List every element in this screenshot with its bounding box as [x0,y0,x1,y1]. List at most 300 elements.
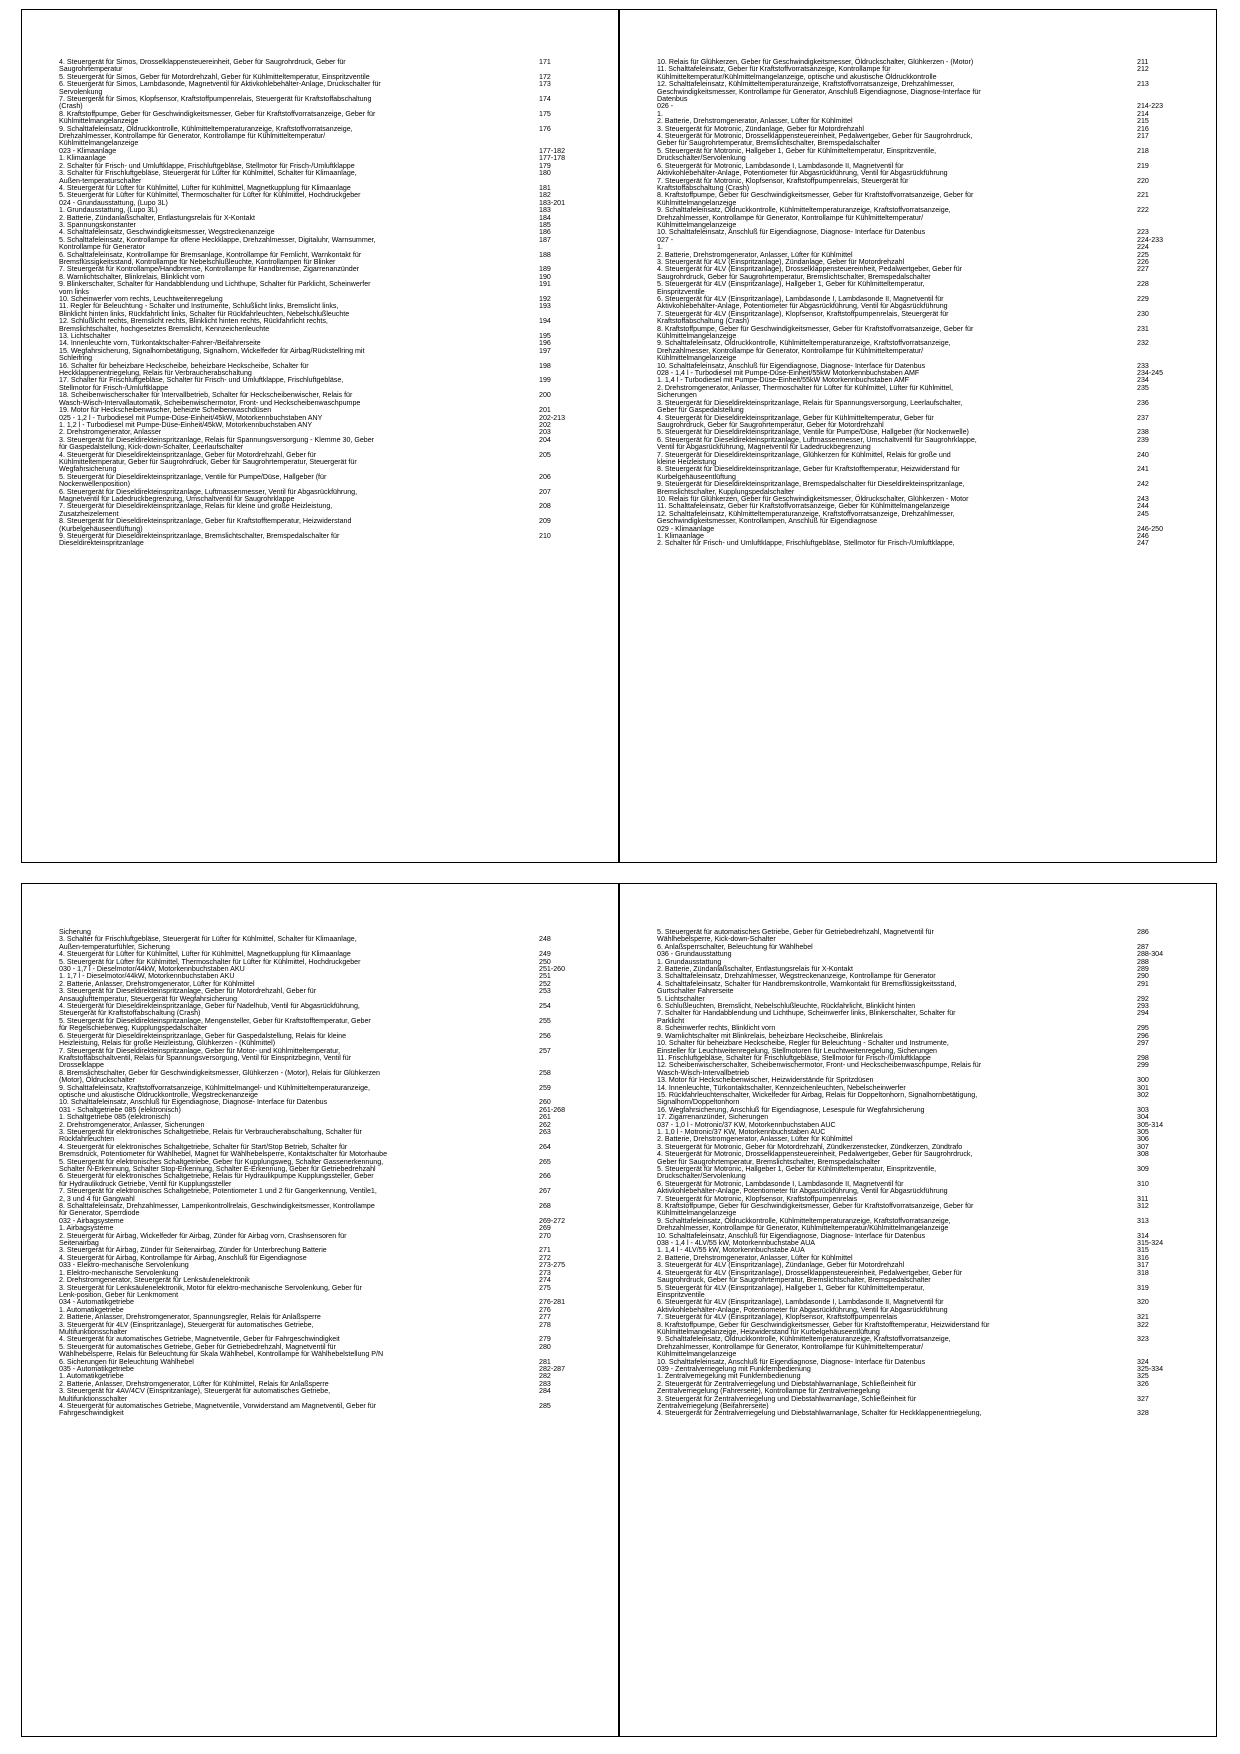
toc-entry-page: 309 [1137,1165,1149,1173]
toc-entry-title: 8. Kraftstoffpumpe, Geber für Geschwindigkeitsmesser, Geber für Kraftstoffvorratsanzeige, Geber für [657,191,974,200]
toc-entry-title: 7. Steuergerät für 4LV (Einspritzanlage), Klopfsensor, Kraftstoffpumpenrelais [657,1313,898,1322]
toc-entry-page: 257 [539,1046,551,1055]
toc-entry-title: 2, 3 und 4 für Gangwahl [59,1194,135,1203]
toc-entry-title: 5. Schalttafeleinsatz, Kontrollampe für offene Heckklappe, Drehzahlmesser, Digitaluhr, Warnsummer, [59,235,376,244]
toc-entry-title: 4. Steuergerät für Dieseldirekteinspritzanlage, Geber für Motordrehzahl, Geber für [59,450,317,459]
toc-entry [59,348,584,355]
toc-entry-page: 193 [539,302,551,311]
toc-entry-title: 10. Schalter für beheizbare Heckscheibe, Regler für Beleuchtung - Schalter und Instrumente, [657,1039,949,1048]
toc-entry-page: 198 [539,361,551,370]
toc-entry-title: für Generator, Sperrdiode [59,1209,140,1218]
toc-entry-title: 7. Steuergerät für Dieseldirekteinspritzanlage, Glühkerzen für Kühlmittel, Relais für große und [657,450,951,459]
toc-entry [657,1285,1182,1292]
toc-entry [59,1218,584,1225]
toc-entry-title: 4. Steuergerät für Airbag, Kontrollampe für Airbag, Anschluß für Eigendiagnose [59,1253,307,1262]
toc-entry-page: 305 [1137,1127,1149,1136]
toc-entry-page: 280 [539,1342,551,1351]
toc-entry-title: Kurbelgehäuseentlüftung [657,472,736,481]
toc-entry [59,281,584,288]
toc-entry-title: 3. Schalter für Frischluftgebläse, Steuergerät für Lüfter für Kühlmittel, Schalter für Klimaanlage, [59,935,357,944]
toc-entry-title: 9. Blinkerschalter, Schalter für Handabblendung und Lichthupe, Schalter für Parklicht, Scheinwerfer [59,280,371,289]
toc-entry-title: 7. Steuergerät für 4LV (Einspritzanlage), Klopfsensor, Kraftstoffpumpenrelais, Steuergerät für [657,309,949,318]
toc-entry-title: 3. Steuergerät für elektronisches Schaltgetriebe, Relais für Verbraucherabschaltung, Schalter für [59,1127,362,1136]
toc-entry-page: 177-178 [539,154,566,163]
toc-entry-title: 12. Schlußlicht rechts, Bremslicht rechts, Blinklicht hinten rechts, Rückfahrlicht rechts, [59,317,328,326]
toc-entry-title: 3. Steuergerät für Dieseldirekteinspritzanlage, Geber für Motordrehzahl, Geber für [59,987,317,996]
toc-entry-page: 276-281 [539,1298,566,1307]
toc-entry-title: 5. Steuergerät für Motronic, Hallgeber 1, Geber für Kühlmitteltemperatur, Einspritzventile, [657,1165,937,1173]
toc-entry-title: 1. Grundausstattung [657,957,722,966]
toc-entry-page: 261 [539,1113,551,1122]
toc-entry-title: 2. Batterie, Zündanlaßschalter, Entlastungsrelais für X-Kontakt [657,965,853,974]
toc-entry-title: für Gaspedalstellung, Kick-down-Schalter, Leerlaufschalter [59,443,244,452]
toc-entry-page: 320 [1137,1298,1149,1307]
toc-entry-title: 4. Schalttafeleinsatz, Schalter für Handbremskontrolle, Warnkontakt für Bremsflüssigkeitsstand, [657,979,957,988]
toc-entry-page: 284 [539,1387,551,1396]
toc-entry-page: 316 [1137,1253,1149,1262]
toc-entry [59,1210,584,1217]
toc-entry-title: 1. Zentralverriegelung mit Funkfernbedienung [657,1372,801,1381]
toc-entry-page: 218 [1137,146,1149,155]
toc-entry-title: Sicherungen [657,391,697,400]
toc-entry-page: 176 [539,124,551,133]
toc-entry-page: 211 [1137,58,1149,66]
toc-entry-page: 279 [539,1335,551,1344]
toc-entry-title: 034 - Automatikgetriebe [59,1298,134,1307]
toc-entry-page: 250 [539,957,551,966]
toc-entry-title: 5. Lichtschalter [657,994,705,1003]
toc-entry-page: 229 [1137,295,1149,303]
toc-entry-title: Geschwindigkeitsmesser, Kontrollampe für Generator, Anschluß Eigendiagnose, Diagnose-Interface für [657,87,981,96]
toc-entry [59,1322,584,1329]
toc-entry-title: 8. Kraftstoffpumpe, Geber für Geschwindigkeitsmesser, Geber für Kraftstoffvorratsanzeige, Geber für [657,1202,974,1211]
toc-entry-title: 7. Steuergerät für Kontrollampe/Handbremse, Kontrollampe für Handbremse, Zigarrenanzünder [59,265,360,274]
toc-entry-page: 246-250 [1137,524,1164,533]
toc-entry-page: 325-334 [1137,1364,1164,1373]
toc-entry-page: 224 [1137,243,1149,252]
toc-entry-title: vorn links [59,287,89,296]
toc-entry-page: 179 [539,161,551,170]
toc-entry-title: 4. Steuergerät für Simos, Drosselklappensteuereinheit, Geber für Saugrohrdruck, Geber für [59,58,346,66]
toc-entry-title: 4. Steuergerät für Dieseldirekteinspritzanlage, Geber für Nadelhub, Ventil für Abgasrückführung, [59,1002,360,1011]
toc-entry-page: 220 [1137,176,1149,185]
toc-entry-page: 315 [1137,1246,1149,1255]
toc-entry-title: 4. Steuergerät für Lüfter für Kühlmittel, Lüfter für Kühlmittel, Magnetkupplung für Klimaanlage [59,183,351,192]
toc-entry [59,81,584,88]
toc-entry-title: Drehzahlmesser, Kontrollampe für Generator, Kontrollampe für Kühlmitteltemperatur/ [657,213,924,222]
toc-entry-title: 10. Relais für Glühkerzen, Geber für Geschwindigkeitsmesser, Öldruckschalter, Glühkerzen - (Motor) [657,58,974,66]
toc-entry-title: 9. Schalttafeleinsatz, Öldruckkontrolle, Kühlmitteltemperaturanzeige, Kraftstoffvorratsanzeige, [657,1216,951,1225]
toc-entry-page: 260 [539,1098,551,1107]
toc-entry-title: 6. Steuergerät für Dieseldirekteinspritzanlage, Luftmassenmesser, Umschaltventil für Saugrohrklappe, [657,435,977,444]
toc-entry-title: Datenbus [657,95,688,104]
toc-entry-title: 4. Steuergerät für Dieseldirekteinspritzanlage, Geber für Kühlmitteltemperatur, Geber für [657,413,934,422]
toc-entry-page: 183-201 [539,198,566,207]
toc-entry-title: 10. Schalttafeleinsatz, Anschluß für Eigendiagnose, Diagnose- Interface für Datenbus [59,1098,328,1107]
toc-entry-title: (Crash) [59,102,83,111]
toc-entry-page: 227 [1137,265,1149,274]
toc-entry-page: 324 [1137,1357,1149,1366]
toc-entry-title: 1. 1,4 l - 4LV/55 kW, Motorkennbuchstabe AUA [657,1246,805,1255]
toc-entry-page: 264 [539,1142,551,1151]
toc-entry-page: 274 [539,1276,551,1285]
toc-entry-title: Heizleistung, Relais für große Heizleistung, Glühkerzen - (Kühlmittel) [59,1039,276,1048]
toc-entry-title: 2. Batterie, Drehstromgenerator, Anlasser, Lüfter für Kühlmittel [657,250,853,259]
toc-entry-title: 8. Kraftstoffpumpe, Geber für Geschwindigkeitsmesser, Geber für Kraftstofftemperatur, Heizwiderstand für [657,1320,990,1329]
toc-entry-page: 328 [1137,1409,1149,1418]
toc-entry-title: 9. Schalttafeleinsatz, Öldruckkontrolle, Kühlmitteltemperaturanzeige, Kraftstoffvorratsanzeige, [657,206,951,215]
toc-entry-title: 1. Grundausstattung, (Lupo 3L) [59,206,158,215]
toc-entry-page: 299 [1137,1061,1149,1070]
toc-entry-title: 3. Steuergerät für 4LV (Einspritzanlage), Zündanlage, Geber für Motordrehzahl [657,257,905,266]
toc-entry-title: Saugrohrdruck, Geber für Saugrohrtemperatur, Bremslichtschalter, Bremspedalschalter [657,272,931,281]
toc-entry-page: 310 [1137,1179,1149,1188]
toc-entry-page: 212 [1137,65,1149,74]
toc-entry-page: 207 [539,487,551,496]
toc-entry-title: Kraftstoffabschaltung (Crash) [657,317,750,326]
toc-entry-title: 5. Steuergerät für 4LV (Einspritzanlage), Hallgeber 1, Geber für Kühlmitteltemperatur, [657,1283,925,1292]
toc-entry-title: 7. Steuergerät für Dieseldirekteinspritzanlage, Geber für Motor- und Kühlmitteltemperatur, [59,1046,341,1055]
toc-entry-title: 7. Steuergerät für Motronic, Klopfsensor, Kraftstoffpumpenrelais, Steuergerät für [657,176,909,185]
toc-entry-page: 283 [539,1379,551,1388]
toc-entry-page: 294 [1137,1009,1149,1018]
toc-entry-page: 298 [1137,1053,1149,1062]
toc-entry-page: 230 [1137,309,1149,318]
toc-entry-page: 301 [1137,1083,1149,1092]
toc-entry-page: 304 [1137,1113,1149,1122]
toc-entry-title: 5. Steuergerät für Dieseldirekteinspritzanlage, Ventile für Pumpe/Düse, Hallgeber (für [59,472,327,481]
toc-entry-title: 5. Steuergerät für Simos, Geber für Motordrehzahl, Geber für Kühlmitteltemperatur, Einspritzventile [59,72,370,81]
toc-entry-page: 259 [539,1083,551,1092]
toc-entry-title: 036 - Grundausstattung [657,950,732,959]
toc-entry-title: 18. Scheibenwischerschalter für Intervallbetrieb, Schalter für Heckscheibenwischer, Relais für [59,391,353,400]
toc-entry-page: 312 [1137,1202,1149,1211]
toc-entry-page: 184 [539,213,551,222]
toc-entry-page: 200 [539,391,551,400]
toc-entry-page: 262 [539,1120,551,1129]
toc-entry-title: 1. 1,0 l - Motronic/37 KW, Motorkennbuchstaben AUC [657,1127,826,1136]
toc-entry-title: 9. Steuergerät für Dieseldirekteinspritzanlage, Bremspedalschalter für Dieseldirekteinspritzanlage, [657,480,965,489]
toc-entry [59,1359,584,1366]
toc-entry-title: Rückfahrleuchten [59,1135,115,1144]
toc-entry-page: 181 [539,183,551,192]
toc-entry [59,1292,584,1299]
toc-entry-title: 6. Steuergerät für elektronisches Schaltgetriebe, Relais für Hydraulikpumpe Kupplungssteller, Geber [59,1172,374,1181]
toc-entry [657,96,1182,103]
toc-entry-page: 246 [1137,532,1149,540]
toc-entry [657,518,1182,525]
toc-entry-title: Saugrohrtemperatur [59,65,123,74]
toc-entry-page: 313 [1137,1216,1149,1225]
toc-entry-page: 219 [1137,161,1149,170]
toc-entry-title: 8. Bremslichtschalter, Geber für Geschwindigkeitsmesser, Glühkerzen - (Motor), Relais für Glühkerzen [59,1068,380,1077]
toc-entry-page: 251 [539,972,551,981]
toc-entry-title: 9. Warnlichtschalter mit Blinkrelais, beheizbare Heckscheibe, Blinkrelais [657,1031,883,1040]
toc-entry-title: 9. Schalttafeleinsatz, Öldruckkontrolle, Kühlmitteltemperaturanzeige, Kraftstoffvorratsanzeige, [59,124,353,133]
toc-entry-title: 3. Steuergerät für Dieseldirekteinspritzanlage, Relais für Spannungsversorgung - Klemme 30, Geber [59,435,375,444]
toc-entry [59,1410,584,1417]
toc-entry-title: 5. Steuergerät für Lüfter für Kühlmittel, Thermoschalter für Lüfter für Kühlmittel, Hochdruckgeber [59,957,361,966]
toc-entry-title: Saugrohrdruck, Geber für Saugrohrtemperatur, Bremslichtschalter, Bremspedalschalter [657,1276,931,1285]
toc-entry [59,1388,584,1395]
toc-entry-page: 297 [1137,1039,1149,1048]
toc-entry-title: 4. Steuergerät für elektronisches Schaltgetriebe, Schalter für Start/Stop Betrieb, Schalter für [59,1142,348,1151]
toc-entry-title: 1. Schaltgetriebe 085 (elektronisch) [59,1113,171,1122]
toc-entry-page: 317 [1137,1261,1149,1270]
toc-entry-page: 172 [539,72,551,81]
toc-entry-title: 2. Batterie, Drehstromgenerator, Anlasser, Lüfter für Kühlmittel [657,1135,853,1144]
toc-entry-page: 307 [1137,1142,1149,1151]
toc-entry-title: Außen-temperaturfühler, Sicherung [59,942,170,951]
toc-entry-page: 214 [1137,109,1149,118]
toc-entry-title: 5. Steuergerät für Dieseldirekteinspritzanlage, Mengensteller, Geber für Kraftstofftemperatur, Geber [59,1016,371,1025]
toc-entry-page: 308 [1137,1150,1149,1159]
toc-entry-title: 7. Steuergerät für Simos, Klopfsensor, Kraftstoffpumpenrelais, Steuergerät für Kraftstoffabschaltung [59,95,372,104]
toc-entry-title: 4. Steuergerät für 4LV (Einspritzanlage), Drosselklappensteuereinheit, Pedalwertgeber, Geber für [657,1268,963,1277]
toc-entry-title: 023 - Klimaanlage [59,146,117,155]
toc-entry-title: Kühlmittelmangelanzeige [657,1350,737,1359]
toc-entry [657,452,1182,459]
toc-entry-title: 038 - 1,4 l - 4LV/55 kW, Motorkennbuchstabe AUA [657,1239,815,1248]
page-4 [619,883,1217,1737]
toc-entry-title: 4. Steuergerät für Zentralverriegelung und Diebstahlwarnanlage, Schalter für Heckklappenentriegelung, [657,1409,982,1418]
toc-entry-title: 6. Schalttafeleinsatz, Kontrollampe für Bremsanlage, Kontrollampe für Fernlicht, Warnkontakt für [59,250,362,259]
toc-entry-title: 2. Batterie, Zündanlaßschalter, Entlastungsrelais für X-Kontakt [59,213,255,222]
toc-entry-title: für Regelschieberweg, Kupplungspedalschalter [59,1024,208,1033]
toc-entry-page: 196 [539,339,551,348]
toc-entry-title: 3. Steuergerät für Dieseldirekteinspritzanlage, Relais für Spannungsversorgung, Leerlaufschalter, [657,398,963,407]
toc-entry-page: 175 [539,109,551,118]
toc-entry-title: 1. 1,7 l - Dieselmotor/44kW, Motorkennbuchstaben AKU [59,972,235,981]
toc-entry-title: 039 - Zentralverriegelung mit Funkfernbedienung [657,1364,811,1373]
toc-entry [59,1366,584,1373]
toc-entry [59,1129,584,1136]
toc-entry-title: Drehzahlmesser, Kontrollampe für Generator, Kontrollampe für Kühlmitteltemperatur/ [657,346,924,355]
toc-entry [59,1055,584,1062]
toc-entry-title: 3. Steuergerät für Zentralverriegelung und Diebstahlwarnanlage, Schließeinheit für [657,1394,917,1403]
toc-entry-title: Geber für Saugrohrtemperatur, Bremslichtschalter, Bremspedalschalter [657,1157,881,1166]
toc-entry-title: Kühlmittelmangelanzeige [657,1209,737,1218]
toc-entry-page: 232 [1137,339,1149,348]
toc-entry-title: 2. Drehstromgenerator, Anlasser, Thermoschalter für Lüfter für Kühlmittel, Lüfter für Kühlmittel, [657,383,953,392]
toc-entry-title: 2. Batterie, Drehstromgenerator, Anlasser, Lüfter für Kühlmittel [657,1253,853,1262]
toc-entry-title: 3. Steuergerät für Lenksäulenelektronik, Motor für elektro-mechanische Servolenkung, Geber für [59,1283,362,1292]
toc-entry-title: Geschwindigkeitsmesser, Kontrollampen, Anschluß für Eigendiagnose [657,517,878,526]
toc-entry-title: 10. Scheinwerfer vorn rechts, Leuchtweitenregelung [59,295,223,303]
toc-list [657,929,1182,1418]
toc-entry-title: Zusatzheizelement [59,509,119,518]
toc-entry-title: 6. Steuergerät für Simos, Lambdasonde, Magnetventil für Aktivkohlebehälter-Anlage, Druckschalter für [59,80,381,89]
toc-entry-page: 224-233 [1137,235,1164,244]
toc-entry-page: 174 [539,95,551,104]
toc-entry-title: Parklicht [657,1016,685,1025]
toc-entry-title: 8. Steuergerät für Dieseldirekteinspritzanlage, Geber für Kraftstofftemperatur, Heizwiderstand [59,517,352,526]
toc-entry-title: 10. Relais für Glühkerzen, Geber für Geschwindigkeitsmesser, Öldruckschalter, Glühkerzen - Motor [657,494,969,503]
toc-entry-page: 188 [539,250,551,259]
toc-entry-page: 248 [539,935,551,944]
toc-entry-title: 13. Motor für Heckscheibenwischer, Heizwiderstände für Spritzdüsen [657,1076,874,1085]
toc-entry-title: kleine Heizleistung [657,457,717,466]
toc-entry-title: Aktivkohlebehälter-Anlage, Potentiometer für Abgasrückführung, Ventil für Abgasrückführung [657,302,948,311]
toc-entry [657,385,1182,392]
toc-entry-page: 275 [539,1283,551,1292]
toc-entry-title: 11. Frischluftgebläse, Schalter für Frischluftgebläse, Stellmotor für Frisch-/Umluftklappe [657,1053,931,1062]
toc-entry-title: Saugrohrdruck, Geber für Saugrohrtemperatur, Geber für Motordrehzahl [657,420,884,429]
toc-entry-page: 296 [1137,1031,1149,1040]
toc-entry-page: 326 [1137,1379,1149,1388]
toc-entry-title: 8. Kraftstoffpumpe, Geber für Geschwindigkeitsmesser, Geber für Kraftstoffvorratsanzeige, Geber für [59,109,376,118]
toc-entry-title: 8. Schalttafeleinsatz, Drehzahlmesser, Lampenkontrollrelais, Geschwindigkeitsmesser, Kontrollampe [59,1202,375,1211]
toc-entry-title: 13. Lichtschalter [59,332,111,341]
toc-entry-title: 5. Steuergerät für automatisches Getriebe, Geber für Getriebedrehzahl, Magnetventil für [59,1342,336,1351]
toc-entry-title: Aktivkohlebehälter-Anlage, Potentiometer für Abgasrückführung, Ventil für Abgasrückführung [657,1305,948,1314]
toc-entry-title: 11. Schalttafeleinsatz, Geber für Kraftstoffvorratsanzeige, Geber für Kühlmittelmangelanzeige [657,502,950,511]
toc-entry-title: 4. Steuergerät für Motronic, Drosselklappensteuereinheit, Pedalwertgeber, Geber für Saugrohrdruck, [657,132,973,141]
toc-entry-page: 202 [539,420,551,429]
toc-entry-page: 277 [539,1313,551,1322]
toc-entry-title: 5. Steuergerät für Dieseldirekteinspritzanlage, Ventile für Pumpe/Düse, Hallgeber (für Nockenwelle) [657,428,969,437]
toc-entry-page: 197 [539,346,551,355]
toc-entry-page: 292 [1137,994,1149,1003]
toc-entry [59,96,584,103]
toc-entry-page: 302 [1137,1090,1149,1099]
toc-entry [657,237,1182,244]
toc-entry-title: 12. Schalttafeleinsatz, Kühlmitteltemperaturanzeige, Kraftstoffvorratsanzeige, Drehzahlmesser, [657,80,955,89]
toc-entry-title: 027 - [657,235,674,244]
page-3 [21,883,619,1737]
toc-entry-title: 11. Regler für Beleuchtung - Schalter und Instrumente, Schlußlicht links, Bremslicht links, [59,302,339,311]
toc-entry [657,981,1182,988]
toc-entry-page: 183 [539,206,551,215]
toc-entry-page: 276 [539,1305,551,1314]
toc-entry [59,503,584,510]
toc-entry-page: 171 [539,58,551,66]
toc-entry-page: 251-260 [539,965,566,974]
toc-entry-title: für Hydraulikdruck Getriebe, Ventil für Kupplungssteller [59,1179,232,1188]
toc-entry-page: 189 [539,265,551,274]
toc-entry-page: 225 [1137,250,1149,259]
toc-entry-title: 025 - 1,2 l - Turbodiesel mit Pumpe-Düse-Einheit/45kW, Motorkennbuchstaben ANY [59,413,323,422]
toc-entry-page: 252 [539,979,551,988]
toc-entry-page: 214-223 [1137,102,1164,111]
toc-entry-title: 5. Steuergerät für 4LV (Einspritzanlage), Hallgeber 1, Geber für Kühlmitteltemperatur, [657,280,925,289]
toc-entry-title: 2. Batterie, Anlasser, Drehstromgenerator, Lüfter für Kühlmittel [59,979,255,988]
toc-entry-page: 202-213 [539,413,566,422]
toc-entry-title: 4. Steuergerät für Motronic, Drosselklappensteuereinheit, Pedalwertgeber, Geber für Saugrohrdruck, [657,1150,973,1159]
toc-entry-title: Zentralverriegelung (Beifahrerseite) [657,1402,769,1410]
toc-entry-title: Stellmotor für Frisch-/Umluftklappe [59,383,169,392]
toc-entry-title: 1. [657,243,663,252]
toc-entry-page: 240 [1137,450,1149,459]
toc-entry-title: Bremslichtschalter, hochgesetztes Bremslicht, Kennzeichenleuchte [59,324,270,333]
toc-entry-page: 182 [539,191,551,200]
toc-entry-title: 7. Steuergerät für elektronisches Schaltgetriebe, Potentiometer 1 und 2 für Gangerkennung, Ventile1, [59,1187,377,1196]
toc-list [59,929,584,1418]
toc-entry-title: 4. Steuergerät für automatisches Getriebe, Magnetventile, Geber für Fahrgeschwindigkeit [59,1335,340,1344]
toc-entry-title: Aktivkohlebehälter-Anlage, Potentiometer für Abgasrückführung, Ventil für Abgasrückführung [657,169,948,178]
toc-entry-page: 215 [1137,117,1149,126]
toc-entry-page: 311 [1137,1194,1149,1203]
toc-entry-title: 028 - 1,4 l - Turbodiesel mit Pumpe-Düse-Einheit/55kW Motorkennbuchstaben AMF [657,369,920,378]
toc-entry-title: Geber für Saugrohrtemperatur, Bremslichtschalter, Bremspedalschalter [657,139,881,148]
toc-entry-title: Zentralverriegelung (Fahrerseite), Kontrollampe für Zentralverriegelung [657,1387,880,1396]
toc-entry-page: 263 [539,1127,551,1136]
toc-entry-title: 2. Drehstromgenerator, Anlasser, Sicherungen [59,1120,205,1129]
toc-entry-page: 285 [539,1402,551,1410]
toc-entry-title: 1. [657,109,663,118]
toc-entry-title: Geber für Gaspedalstellung [657,406,744,415]
toc-entry-page: 289 [1137,965,1149,974]
toc-entry-title: Wählhebelsperre, Relais für Beleuchtung für Skala Wählhebel, Kontrollampe für Wählhebelstellung P/N [59,1350,384,1359]
toc-entry-title: Heckklappenentriegelung, Relais für Verbraucherabschaltung [59,369,252,378]
toc-entry-title: 031 - Schaltgetriebe 085 (elektronisch) [59,1105,181,1114]
toc-entry-title: Kühlmittelmangelanzeige [59,139,139,148]
toc-entry-title: 3. Steuergerät für Motronic, Zündanlage, Geber für Motordrehzahl [657,124,865,133]
toc-entry-title: 10. Schalttafeleinsatz, Anschluß für Eigendiagnose, Diagnose- Interface für Datenbus [657,1231,926,1240]
toc-entry-title: 5. Steuergerät für elektronisches Schaltgetriebe, Geber für Kupplungsweg, Schalter Gassenerkennung, [59,1157,384,1166]
toc-entry-page: 191 [539,280,551,289]
toc-entry [59,215,584,222]
toc-entry-page: 327 [1137,1394,1149,1403]
toc-entry-page: 286 [1137,928,1149,936]
toc-entry-page: 261-268 [539,1105,566,1114]
page-1 [21,9,619,863]
toc-entry-title: 4. Steuergerät für Lüfter für Kühlmittel, Lüfter für Kühlmittel, Magnetkupplung für Klimaanlage [59,950,351,959]
toc-entry [657,540,1182,547]
toc-entry-title: Seitenairbag [59,1239,99,1248]
toc-entry [657,1010,1182,1017]
toc-entry-page: 271 [539,1246,551,1255]
toc-entry-title: Kraftstoffabschaltung (Crash) [657,183,750,192]
toc-entry-page: 256 [539,1031,551,1040]
toc-entry-page: 185 [539,220,551,229]
toc-entry [657,103,1182,110]
toc-entry [657,1410,1182,1417]
toc-entry-title: Gurtschalter Fahrerseite [657,987,734,996]
toc-entry-page: 217 [1137,132,1149,141]
toc-entry-title: 15. Wegfahrsicherung, Signalhornbetätigung, Signalhorn, Wickelfeder für Airbag/Rückstellring mit [59,346,365,355]
toc-entry-title: 16. Wegfahrsicherung, Anschluß für Eigendiagnose, Lesespule für Wegfahrsicherung [657,1105,925,1114]
toc-entry-title: 1. Elektro-mechanische Servolenkung [59,1268,179,1277]
toc-entry-title: Einsteller für Leuchtweitenregelung, Stellmotoren für Leuchtweitenregelung, Sicherungen [657,1046,937,1055]
toc-entry-page: 321 [1137,1313,1149,1322]
toc-entry-title: 17. Zigarrenanzünder, Sicherungen [657,1113,769,1122]
toc-entry-title: 1. Automatikgetriebe [59,1372,124,1381]
toc-entry [59,1403,584,1410]
toc-entry-title: Kühlmittelmangelanzeige [59,117,139,126]
toc-entry-title: 1. Klimaanlage [59,154,106,163]
toc-entry-page: 258 [539,1068,551,1077]
toc-entry-title: 8. Kraftstoffpumpe, Geber für Geschwindigkeitsmesser, Geber für Kraftstoffvorratsanzeige, Geber für [657,324,974,333]
toc-entry-title: 1. 1,4 l - Turbodiesel mit Pumpe-Düse-Einheit/55kW Motorkennbuchstaben AMF [657,376,909,385]
toc-entry-page: 201 [539,406,551,415]
toc-entry-page: 213 [1137,80,1149,89]
toc-entry-page: 269 [539,1224,551,1233]
toc-entry-page: 234-245 [1137,369,1164,378]
toc-entry-page: 288-304 [1137,950,1164,959]
toc-entry-page: 195 [539,332,551,341]
toc-entry-page: 242 [1137,480,1149,489]
toc-entry [657,229,1182,236]
toc-entry-title: Drehzahlmesser, Kontrollampe für Generator, Kontrollampe für Kühlmitteltemperatur/ [657,1342,924,1351]
toc-entry-title: Kühlmitteltemperatur/Kühlmittelmangelanzeige, optische und akustische Öldruckkontrolle [657,72,937,81]
toc-entry-title: 6. Steuergerät für Dieseldirekteinspritzanlage, Luftmassenmesser, Ventil für Abgasrückführung, [59,487,358,496]
toc-entry-title: Wegfahrsicherung [59,465,117,474]
toc-entry-title: 2. Batterie, Drehstromgenerator, Anlasser, Lüfter für Kühlmittel [657,117,853,126]
toc-entry-page: 249 [539,950,551,959]
toc-entry-title: Kontrollampe für Generator [59,243,145,252]
toc-entry-title: 14. Innenleuchte vorn, Türkontaktschalter-Fahrer-/Beifahrerseite [59,339,261,348]
